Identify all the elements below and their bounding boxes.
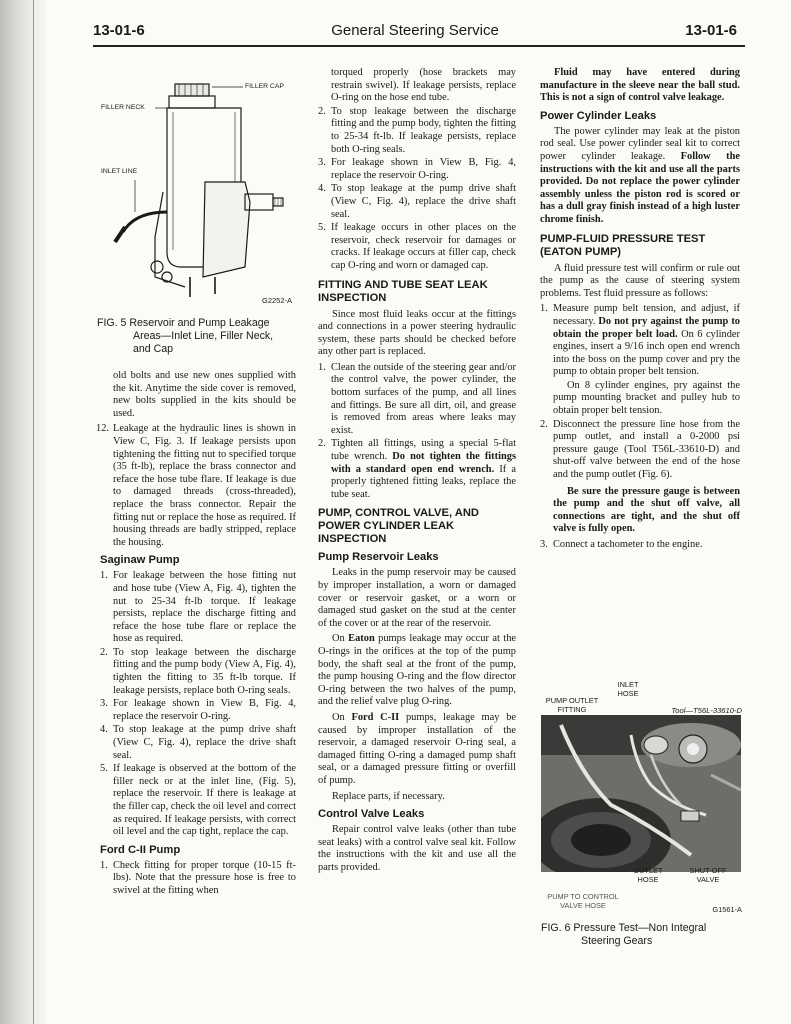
control-valve-paragraph: Repair control valve leaks (other than tube seat leaks) with a control valve seal kit. Follow the instructions with the kit and use all the parts provided. (318, 824, 516, 873)
page-number-right: 13-01-6 (685, 22, 737, 39)
page-binding-shadow (0, 0, 46, 1024)
saginaw-list (100, 570, 296, 838)
label-shut-off-valve: SHUT-OFF VALVE (689, 866, 727, 884)
eaton-name: Eaton (348, 633, 375, 645)
col1-intro: old bolts and use new ones supplied with the kit. Anytime the side cover is removed, new bolts supplied in the kits should be used. (113, 370, 296, 419)
header-rule (93, 45, 745, 47)
reservoir-leaks-heading: Pump Reservoir Leaks (318, 551, 439, 564)
fig6-caption-line2: Steering Gears (581, 935, 653, 947)
ford-c2-continued-list (318, 67, 516, 273)
power-cylinder-paragraph (540, 126, 740, 227)
item-text-c: If a properly tightened fitting leaks, replace the tube seat. (331, 463, 516, 500)
list-item (318, 438, 516, 501)
column-3 (540, 67, 740, 555)
pressure-test-list-cont (540, 539, 740, 552)
item-number: 4. (100, 724, 108, 736)
fig5-id: G2252-A (262, 296, 293, 305)
fitting-heading: FITTING AND TUBE SEAT LEAK INSPECTION (318, 278, 488, 304)
eaton-text-c: pumps leakage may occur at the O-rings in the orifices at the top of the pump body, the shaft seal at the front of the pump, the pump housing O-ring and the flow director O-ring between the two halves of the pump, and the relief valve plug O-ring. (318, 633, 517, 708)
item-text: To stop leakage at the pump drive shaft (View C, Fig. 4), replace the drive shaft seal. (113, 724, 296, 761)
fig6-id: G1561-A (712, 905, 742, 914)
item-subparagraph: On 8 cylinder engines, pry against the pump mounting bracket and pulley hub to obtain proper belt tension. (553, 379, 740, 417)
eaton-text-a: On (332, 633, 349, 645)
power-cylinder-heading: Power Cylinder Leaks (540, 109, 657, 122)
list-item (318, 67, 516, 105)
list-item (100, 570, 296, 646)
item-number: 2. (540, 418, 548, 430)
list-item (318, 106, 516, 156)
power-text-b: Follow the instructions with the kit and use all the parts provided. Do not replace the power cylinder assembly unless the piston rod is scored or has a dull gray finish instead of a high luster chrome finish. (540, 150, 740, 225)
fordc2-text-a: On (332, 711, 352, 723)
fitting-paragraph: Since most fluid leaks occur at the fittings and connections in a power steering hydraulic system, these parts should be checked before any other part is replaced. (318, 308, 516, 358)
item-number: 3. (540, 539, 548, 550)
column-2 (318, 67, 516, 877)
item-text: For leakage shown in View B, Fig. 4, replace the reservoir O-ring. (331, 157, 516, 181)
column-1 (96, 370, 296, 901)
col1-item12-list (96, 423, 296, 549)
fordc2-name: Ford C-II (351, 711, 400, 723)
page-number-left: 13-01-6 (93, 22, 145, 39)
list-item (100, 860, 296, 898)
item-text-a: Measure pump belt tension, and adjust, if necessary. (553, 303, 740, 327)
gauge-note: Be sure the pressure gauge is between the pump and the shut off valve, all connections are tight, and the shut off valve is fully open. (553, 485, 740, 535)
item-text: For leakage shown in View B, Fig. 4, replace the reservoir O-ring. (113, 698, 296, 722)
pressure-test-heading: PUMP-FLUID PRESSURE TEST (EATON PUMP) (540, 232, 706, 258)
item-number: 2. (318, 105, 326, 117)
page-title: General Steering Service (331, 22, 499, 39)
fig5-caption-line2: Areas—Inlet Line, Filler Neck, (133, 330, 274, 342)
list-item (540, 303, 740, 417)
item-number: 1. (540, 303, 548, 315)
list-item (100, 647, 296, 697)
ford-c2-list (100, 860, 296, 898)
item-number: 5. (100, 763, 108, 775)
list-item (540, 539, 740, 552)
item-text: Clean the outside of the steering gear and/or the control valve, the power cylinder, the bottom surfaces of the pump, and all lines and fittings. Be sure all dirt, oil, and grease is removed from areas where leaks may exist. (331, 361, 516, 436)
label-inlet-hose: INLET HOSE (617, 680, 639, 698)
item-number: 12. (96, 423, 109, 435)
item-text: Connect a tachometer to the engine. (553, 539, 703, 550)
label-tool: Tool—T56L-33610-D (671, 706, 742, 715)
item-text: Disconnect the pressure line hose from the pump outlet, and install a 0-2000 psi pressure gauge (Tool T56L-33610-D) and shut-off valve between the end of the hose and the pump outlet (Fig. 6). (553, 418, 740, 481)
ford-c2-heading: Ford C-II Pump (100, 843, 181, 856)
item-text: Leakage at the hydraulic lines is shown in View C, Fig. 3. If leakage persists upon tightening the fitting nut to specified torque (35 ft-lb), replace the brass connector and reface the hose tube flare. If leakage is due to damaged threads (cross-threaded), replace the brass connector. Repair the fitting nut or replace the hose as required. If housing threads are badly stripped, replace the housing. (113, 423, 296, 548)
item-text-c: On 6 cylinder engines, insert a 9/16 inch open end wrench into the boss on the pump cover and pry the pump to obtain proper belt tension. (553, 328, 740, 378)
pressure-test-paragraph: A fluid pressure test will confirm or rule out the pump as the cause of steering system problems. Test fluid pressure as follows: (540, 262, 740, 299)
list-item (318, 362, 516, 438)
item-text-warning: Do not pry against the pump to obtain the proper belt load. (553, 315, 741, 340)
label-pump-outlet-fitting: PUMP OUTLET FITTING (545, 696, 599, 714)
fig5-caption (97, 317, 297, 356)
saginaw-heading: Saginaw Pump (100, 554, 180, 567)
item-number: 1. (100, 859, 108, 871)
fig5-caption-line3: and Cap (133, 343, 174, 355)
fig6-caption (541, 922, 746, 948)
list-item (100, 763, 296, 839)
item-number: 1. (100, 570, 108, 582)
label-filler-cap: FILLER CAP (245, 83, 284, 90)
item-text: To stop leakage between the discharge fitting and the pump body (View A, Fig. 4), tighten the fitting to 35 ft-lb torque. If leakage persists, replace both O-ring seals. (113, 646, 296, 696)
fordc2-text-c: pumps, leakage may be caused by improper installation of the reservoir, a damaged reservoir O-ring seal, a damaged fitting O-ring a damaged pump shaft seal, or a damaged pressure fitting or overfill of pump. (318, 711, 516, 786)
binding-edge (33, 0, 34, 1024)
item-number: 5. (318, 222, 326, 234)
replace-paragraph: Replace parts, if necessary. (332, 790, 445, 802)
list-item (318, 157, 516, 182)
item-text: If leakage occurs in other places on the reservoir, check reservoir for damages or cracks. If leakage occurs at filler cap, check cap O-ring and worn or damaged cap. (331, 222, 516, 271)
ford-c2-paragraph (318, 712, 516, 788)
fig6-caption-line1: FIG. 6 Pressure Test—Non Integral (541, 922, 707, 934)
item-number: 3. (318, 157, 326, 169)
item-text: Check fitting for proper torque (10-15 ft-lbs). Note that the pressure hose is free to swivel at the fitting when (113, 859, 296, 896)
item-number: 3. (100, 698, 108, 710)
list-item (540, 419, 740, 482)
list-item (318, 183, 516, 221)
list-item (318, 222, 516, 272)
eaton-paragraph (318, 633, 516, 709)
item-text: torqued properly (hose brackets may restrain swivel). If leakage persists, replace O-ring on the hose end tube. (331, 67, 516, 104)
label-inlet-line: INLET LINE (101, 168, 138, 175)
control-valve-heading: Control Valve Leaks (318, 808, 425, 821)
list-item (100, 724, 296, 762)
item-number: 2. (318, 438, 326, 450)
item-text: To stop leakage at the pump drive shaft (View C, Fig. 4), replace the drive shaft seal. (331, 183, 516, 220)
reservoir-pump-drawing (95, 62, 305, 312)
list-item (100, 698, 296, 723)
pump-leak-heading: PUMP, CONTROL VALVE, AND POWER CYLINDER LEAK INSPECTION (318, 507, 479, 546)
item-text-warning: Do not tighten the fittings with a standard open end wrench. (331, 451, 517, 475)
item-number: 4. (318, 183, 326, 195)
pressure-test-list (540, 303, 740, 481)
power-text-a: The power cylinder may leak at the piston rod seal. Use power cylinder seal kit to correct power cylinder leakage. (540, 125, 740, 162)
fig5-illustration (95, 62, 305, 312)
item-text: If leakage is observed at the bottom of the filler neck or at the inlet line, (Fig. 5), replace the reservoir. If there is leakage at the filler cap, check the oil level and correct as required. If leakage persists, with correct oil level and the cap tight, replace the cap. (113, 763, 296, 838)
item-text: To stop leakage between the discharge fitting and the pump body, tighten the fitting to 25-34 ft-lb. If leakage persists, replace both O-ring seals. (331, 105, 516, 155)
fitting-list (318, 362, 516, 502)
list-item (96, 423, 296, 549)
pressure-test-photo (541, 715, 741, 872)
label-outlet-hose: OUTLET HOSE (633, 866, 663, 884)
item-text: For leakage between the hose fitting nut and hose tube (View A, Fig. 4), tighten the nut to 25-34 ft-lb torque. If leakage persists, replace the discharge fitting and reface the hose tube flare or replace the hose as required. (113, 570, 296, 645)
reservoir-paragraph: Leaks in the pump reservoir may be caused by improper installation, a worn or damaged cover or reservoir gasket, or a worn or damaged stud gasket on the stud at the center of the cover or at the rear of the reservoir. (318, 567, 516, 629)
fig6-illustration (541, 715, 741, 872)
ball-stud-note: Fluid may have entered during manufacture in the sleeve near the ball stud. This is not a sign of control valve leakage. (540, 67, 740, 104)
item-number: 1. (318, 361, 326, 373)
fig5-caption-line1: FIG. 5 Reservoir and Pump Leakage (97, 317, 270, 329)
item-number: 2. (100, 646, 108, 658)
label-filler-neck: FILLER NECK (101, 104, 145, 111)
item-text-a: Tighten all fittings, using a special 5-flat tube wrench. (331, 438, 516, 463)
page-header (93, 22, 737, 42)
label-pump-to-control-valve-hose: PUMP TO CONTROL VALVE HOSE (547, 892, 619, 910)
